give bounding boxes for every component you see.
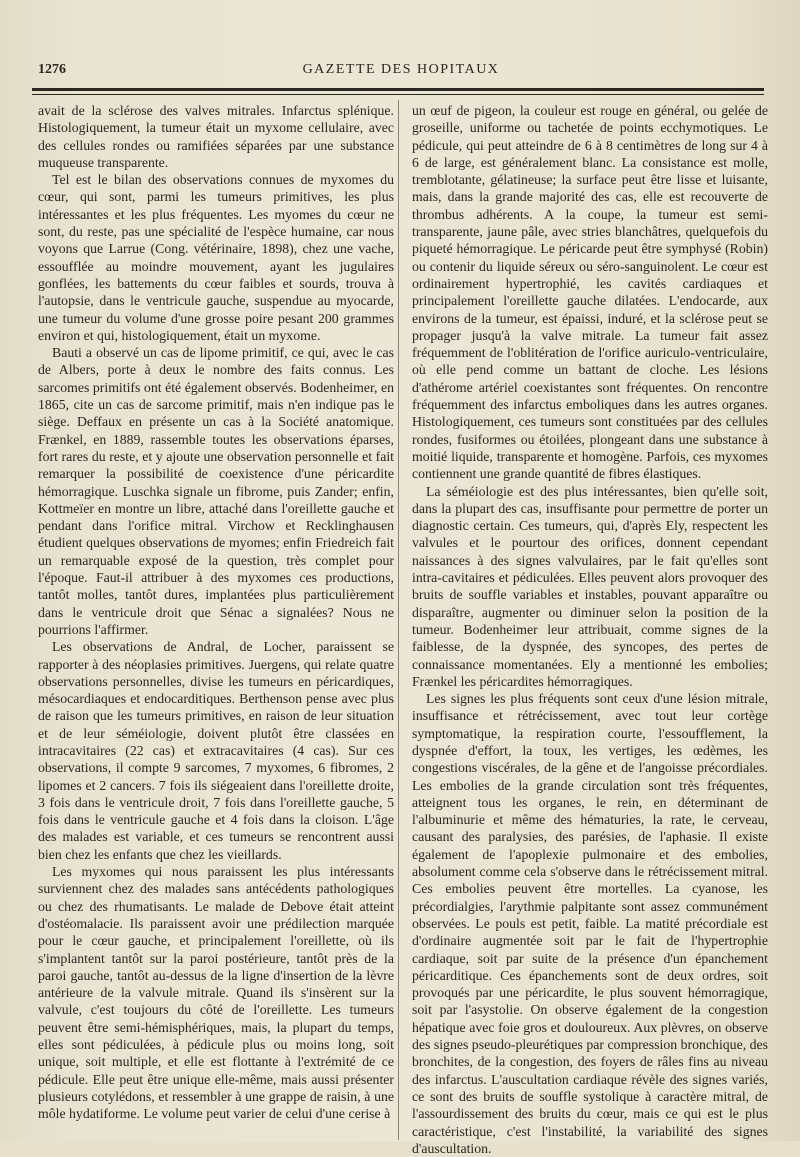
paragraph: un œuf de pigeon, la couleur est rouge en général, ou gelée de groseille, uniforme ou tachetée de points ecchymotiques. Le pédicule, qui peut atteindre de 6 à 8 centimètres de long sur 4 à 6 de large, est généralement blanc. La consistance est molle, tremblotante, gélatineuse; la surface peut être lisse et luisante, mais, dans la grande majorité des cas, elle est recouverte de thrombus adhérents. A la coupe, la tumeur est semi-transparente, jaune pâle, avec stries blanchâtres, quelquefois du piqueté hémorragique. Le péricarde peut être symphysé (Robin) ou contenir du liquide séreux ou séro-sanguinolent. Le cœur est ordinairement hypertrophié, les cavités cardiaques et principalement l'oreillette gauche dilatées. L'endocarde, aux environs de la tumeur, est épaissi, induré, et la sclérose peut se propager jusqu'à la valve mitrale. La tumeur fait assez fréquemment de l'oblitération de l'orifice auriculo-ventriculaire, où elle pend comme un battant de cloche. Les lésions d'athérome artériel coexistantes sont fréquentes. On rencontre fréquemment des infarctus emboliques dans les autres organes. Histologiquement, ces tumeurs sont constituées par des cellules rondes, fusiformes ou étoilées, plongeant dans une substance à moitié liquide, transparente et homogène. Parfois, ces myxomes contiennent une grande quantité de fibres élastiques. xyxy=(412,103,768,482)
page-header xyxy=(38,62,764,82)
page-number: 1276 xyxy=(38,62,66,77)
paragraph: avait de la sclérose des valves mitrales. Infarctus splénique. Histologiquement, la tumeur était un myxome cellulaire, avec des cellules rondes ou ramifiées séparées par une substance muqueuse transparente. xyxy=(38,103,394,170)
paragraph: Les signes les plus fréquents sont ceux d'une lésion mitrale, insuffisance et rétrécissement, avec tout leur cortège symptomatique, la respiration courte, l'essoufflement, la dyspnée d'effort, la toux, les vertiges, les œdèmes, les congestions viscérales, de la gêne et de l'angoisse précordiales. Les embolies de la grande circulation sont très fréquentes, atteignent tous les organes, le rein, en déterminant de l'albuminurie et même des hématuries, la rate, le cerveau, causant des paralysies, des parésies, de l'aphasie. Il existe également de l'apoplexie pulmonaire et des embolies, absolument comme cela s'observe dans le rétrécissement mitral. Ces embolies peuvent être mortelles. La cyanose, les précordialgies, l'arythmie palpitante sont assez communément observées. Le pouls est petit, faible. La matité précordiale est d'ordinaire augmentée soit par le fait de l'hypertrophie cardiaque, soit par suite de la présence d'un épanchement péricarditique. Ces épanchements sont de deux ordres, soit provoqués par une péricardite, le plus souvent hémorragique, soit par l'asystolie. On observe également de la congestion hépatique avec foie gros et douloureux. Aux plèvres, on observe des signes pseudo-pleurétiques par compression bronchique, des bronchites, de la congestion, des foyers de râles fins au niveau des infarctus. L'auscultation cardiaque révèle des signes variés, ce sont des bruits de souffle systolique à caractère mitral, de l'assourdissement des bruits du cœur, mais ce qui est le plus caractéristique, c'est l'instabilité, la variabilité des signes d'auscultation. xyxy=(412,691,768,1156)
paragraph: Les observations de Andral, de Locher, paraissent se rapporter à des néoplasies primitives. Juergens, qui relate quatre observations personnelles, divise les tumeurs en péricardiques, mésocardiaques et endocarditiques. Berthenson pense avec plus de raison que les tumeurs primitives, en raison de leur situation et de leur séméiologie, doivent plutôt être classées en intracavitaires (22 cas) et extracavitaires (4 cas). Sur ces observations, il compte 9 sarcomes, 7 myxomes, 6 fibromes, 2 lipomes et 2 cancers. 7 fois ils siégeaient dans l'oreillette droite, 3 fois dans le ventricule droit, 7 fois dans l'oreillette gauche, 5 fois dans le ventricule gauche et 4 fois dans la cloison. L'âge des malades est variable, et ces tumeurs se rencontrent aussi bien chez les enfants que chez les vieillards. xyxy=(38,639,394,862)
header-rule-thin xyxy=(32,94,764,95)
paragraph: Bauti a observé un cas de lipome primitif, ce qui, avec le cas de Albers, porte à deux le nombre des faits connus. Les sarcomes primitifs ont été également observés. Bodenheimer, en 1865, cite un cas de sarcome primitif, mais n'en indique pas le siège. Deffaux en présente un cas à la Société anatomique. Frænkel, en 1889, rassemble toutes les observations éparses, fort rares du reste, et y ajoute une observation personnelle et fait remarquer la possibilité de coexistence d'une péricardite hémorragique. Luschka signale un fibrome, puis Zander; enfin, Kottmeïer en montre un libre, attaché dans l'oreillette gauche et pendant dans l'orifice mitral. Virchow et Recklinghausen étudient quelques observations de myomes; enfin Friedreich fait un remarquable exposé de la question, très complet pour l'époque. Faut-il attribuer à des myxomes ces productions, tantôt molles, tantôt dures, implantées plus particulièrement dans le ventricule droit que Sénac a signalées? Nous ne pourrions l'affirmer. xyxy=(38,345,394,637)
paragraph: Tel est le bilan des observations connues de myxomes du cœur, qui sont, parmi les tumeurs primitives, les plus intéressantes et les plus fréquentes. Les myomes du cœur ne sont, du reste, pas une spécialité de l'espèce humaine, car nous voyons que Larrue (Cong. vétérinaire, 1898), chez une vache, essoufflée au moindre mouvement, ayant les jugulaires gonflées, les battements du cœur faibles et sourds, trouva à l'autopsie, dans le ventricule gauche, suspendue au myocarde, une tumeur du volume d'une grosse poire pesant 200 grammes environ et qui, histologiquement, était un myxome. xyxy=(38,172,394,343)
journal-title: GAZETTE DES HOPITAUX xyxy=(302,62,500,77)
paragraph: Les myxomes qui nous paraissent les plus intéressants surviennent chez des malades sans antécédents pathologiques ou chez des rhumatisants. Le malade de Debove était atteint d'ostéomalacie. Ils paraissent avoir une prédilection marquée pour le cœur gauche, et principalement l'oreillette, où ils s'implantent tantôt sur la paroi postérieure, tantôt près de la paroi gauche, tantôt au-dessus de la ligne d'insertion de la lèvre antérieure de la valvule mitrale. Quand ils s'insèrent sur la valvule, c'est toujours du côté de l'oreillette. Les tumeurs peuvent être semi-hémisphériques, mais, la plupart du temps, elles sont pédiculées, à pédicule plus ou moins long, soit unique, soit multiple, et elle est flottante à l'extrémité de ce pédicule. Elle peut être unique elle-même, mais aussi présenter plusieurs cotylédons, et ressembler à une grappe de raisin, à une môle hydatiforme. Le volume peut varier de celui d'une cerise à xyxy=(38,864,394,1122)
paragraph: La séméiologie est des plus intéressantes, bien qu'elle soit, dans la plupart des cas, insuffisante pour permettre de porter un diagnostic certain. Ces tumeurs, qui, d'après Ely, respectent les valvules et le pourtour des orifices, donnent cependant naissances à des signes valvulaires, par le fait qu'elles sont intra-cavitaires et pédiculées. Elles peuvent alors provoquer des bruits de souffle variables et instables, pouvant apparaître ou disparaître, augmenter ou diminuer selon la position de la tumeur. Bodenheimer leur attribuait, comme signes de la faiblesse, de la dyspnée, des syncopes, des pertes de connaissance momentanées. Ely a mentionné les embolies; Frænkel les péricardites hémorragiques. xyxy=(412,483,768,689)
header-rule-thick xyxy=(32,88,764,91)
left-column xyxy=(38,102,394,1123)
right-column xyxy=(412,102,768,1157)
column-divider xyxy=(398,100,399,1140)
